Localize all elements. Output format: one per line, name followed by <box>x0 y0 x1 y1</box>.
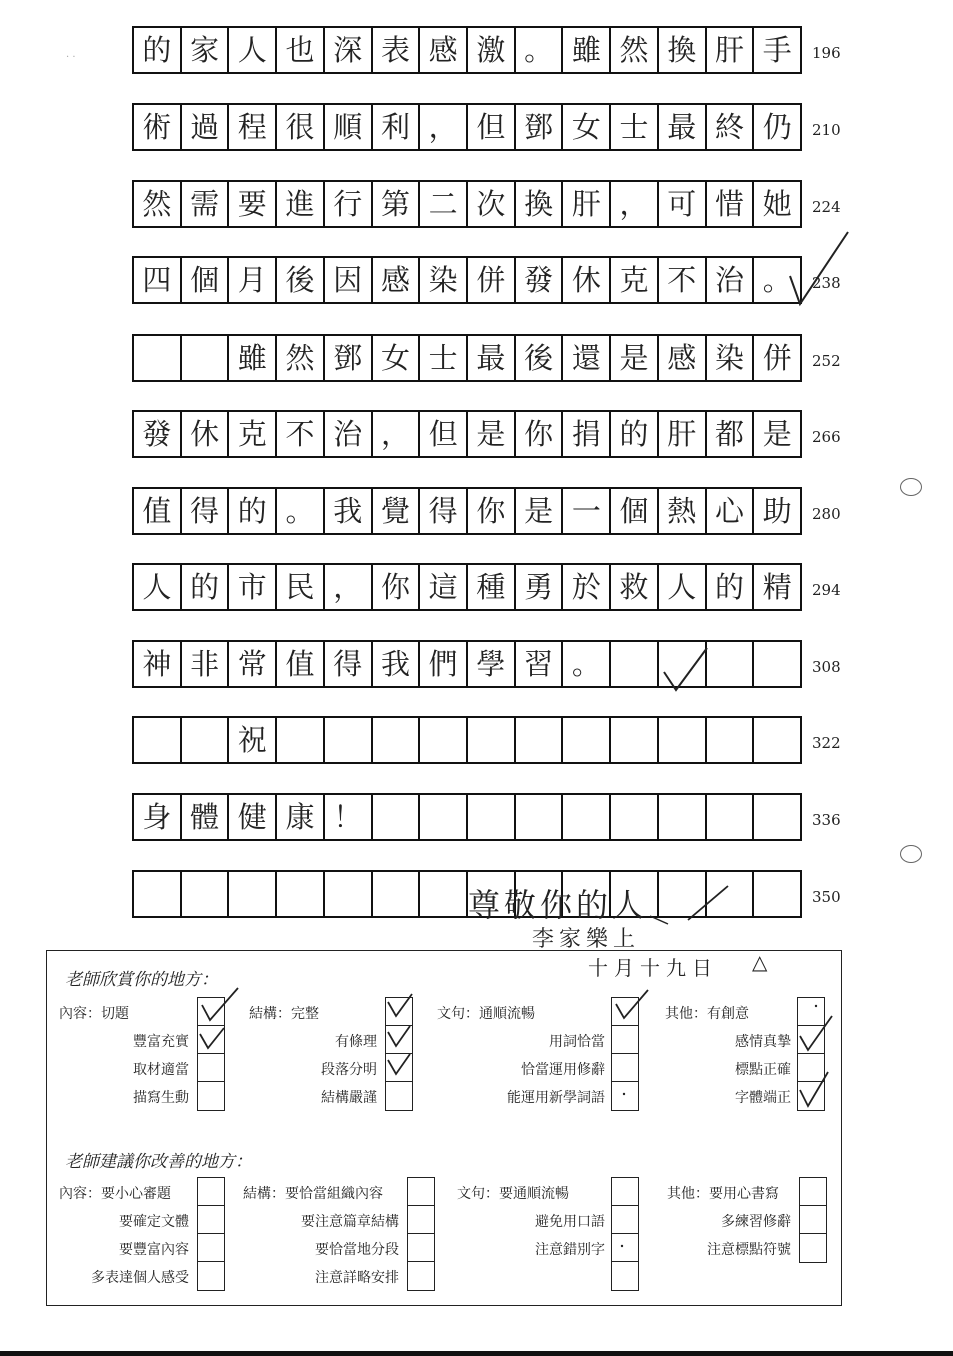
checkbox[interactable] <box>612 1234 638 1262</box>
grid-cell <box>420 795 468 839</box>
student-name: 李家樂上 <box>532 927 641 952</box>
suggest-heading-sentences: 文句：要通順流暢 <box>457 1186 569 1202</box>
grid-row <box>132 563 802 611</box>
checkbox[interactable] <box>408 1234 434 1262</box>
grid-cell <box>611 642 659 686</box>
grid-cell <box>182 336 230 380</box>
grid-cell: 是 <box>611 336 659 380</box>
checkbox[interactable] <box>612 1026 638 1054</box>
grid-cell: 士 <box>611 105 659 149</box>
grid-cell: 身 <box>134 795 182 839</box>
grid-cell <box>420 872 468 916</box>
suggest-item: 要確定文體 <box>119 1214 189 1230</box>
suggest-item: 要豐富內容 <box>119 1242 189 1258</box>
grid-row <box>132 410 802 458</box>
grid-cell <box>468 795 516 839</box>
grid-cell: 終 <box>707 105 755 149</box>
checkbox[interactable] <box>198 1026 224 1054</box>
grid-cell: 祝 <box>229 718 277 762</box>
praise-item: 取材適當 <box>133 1062 189 1078</box>
evaluation-panel <box>46 950 842 1306</box>
grid-cell: 。 <box>762 262 792 297</box>
grid-cell: 行 <box>325 182 373 226</box>
grid-cell: 雖 <box>229 336 277 380</box>
grid-cell: 的 <box>182 565 230 609</box>
grid-cell: 非 <box>182 642 230 686</box>
grid-row <box>132 180 802 228</box>
checkbox[interactable] <box>798 1054 824 1082</box>
grid-cell: 後 <box>516 336 564 380</box>
grid-cell: 人 <box>659 565 707 609</box>
grid-cell: 我 <box>325 489 373 533</box>
grid-cell: 四 <box>134 258 182 302</box>
grid-cell: 心 <box>707 489 755 533</box>
grid-cell: ， <box>611 182 659 226</box>
grid-cell <box>182 718 230 762</box>
grid-cell <box>563 718 611 762</box>
checkbox[interactable] <box>198 1234 224 1262</box>
checkbox[interactable] <box>386 1082 412 1110</box>
suggest-item: 注意標點符號 <box>707 1242 791 1258</box>
suggest-title: 老師建議你改善的地方： <box>65 1152 252 1172</box>
grid-cell <box>707 718 755 762</box>
grid-cell <box>754 642 800 686</box>
grid-cell: 惜 <box>707 182 755 226</box>
checkbox[interactable] <box>198 1054 224 1082</box>
grid-cell: 女 <box>563 105 611 149</box>
grid-row <box>132 870 802 918</box>
grid-cell: 。 <box>563 642 611 686</box>
praise-item: 段落分明 <box>321 1062 377 1078</box>
grid-cell: 勇 <box>516 565 564 609</box>
checkbox[interactable] <box>198 1262 224 1290</box>
grid-cell: 你 <box>468 489 516 533</box>
grid-cell: 助 <box>762 493 792 528</box>
row-count-number: 266 <box>812 428 841 446</box>
grid-cell: 換 <box>659 28 707 72</box>
grid-cell: ， <box>373 412 421 456</box>
grid-cell: 克 <box>611 258 659 302</box>
grid-cell: 值 <box>277 642 325 686</box>
row-count-number: 224 <box>812 198 841 216</box>
checkbox[interactable] <box>386 1026 412 1054</box>
checkbox[interactable] <box>612 998 638 1026</box>
checkbox[interactable] <box>198 1206 224 1234</box>
grid-cell: 利 <box>373 105 421 149</box>
grid-cell: 市 <box>229 565 277 609</box>
grid-cell: 得 <box>182 489 230 533</box>
grid-cell <box>659 872 707 916</box>
checkbox-column[interactable] <box>407 1177 435 1291</box>
grid-cell: 二 <box>420 182 468 226</box>
checkbox[interactable] <box>198 998 224 1026</box>
grid-cell: 發 <box>134 412 182 456</box>
grid-cell <box>754 795 800 839</box>
grid-cell: 很 <box>277 105 325 149</box>
grid-cell: 可 <box>659 182 707 226</box>
praise-item: 描寫生動 <box>133 1090 189 1106</box>
grid-cell <box>373 872 421 916</box>
grid-cell <box>707 872 755 916</box>
grid-cell <box>373 795 421 839</box>
grid-row <box>132 26 802 74</box>
grid-cell: 感 <box>659 336 707 380</box>
praise-item: 感情真摯 <box>735 1034 791 1050</box>
praise-item: 結構嚴謹 <box>321 1090 377 1106</box>
grid-cell: 然 <box>134 182 182 226</box>
grid-cell: 還 <box>563 336 611 380</box>
grid-cell: 表 <box>373 28 421 72</box>
grid-cell: 個 <box>182 258 230 302</box>
checkbox[interactable] <box>612 1082 638 1110</box>
grid-cell <box>611 718 659 762</box>
grid-cell: 也 <box>277 28 325 72</box>
grid-cell: 次 <box>468 182 516 226</box>
suggest-item: 要注意篇章結構 <box>301 1214 399 1230</box>
suggest-item: 要恰當地分段 <box>315 1242 399 1258</box>
row-count-number: 280 <box>812 505 841 523</box>
checkbox-column[interactable] <box>611 1177 639 1291</box>
grade-mark: △ <box>752 950 768 974</box>
grid-cell: 不 <box>277 412 325 456</box>
grid-cell: 於 <box>563 565 611 609</box>
row-count-number: 252 <box>812 352 841 370</box>
checkbox[interactable] <box>798 998 824 1026</box>
grid-cell <box>373 718 421 762</box>
row-count-number: 322 <box>812 734 841 752</box>
grid-cell: 康 <box>277 795 325 839</box>
grid-cell: 激 <box>468 28 516 72</box>
grid-cell: 過 <box>182 105 230 149</box>
grid-cell: 因 <box>325 258 373 302</box>
binder-hole-bottom <box>900 845 922 863</box>
grid-cell <box>659 642 707 686</box>
suggest-item: 多練習修辭 <box>721 1214 791 1230</box>
suggest-item: 避免用口語 <box>535 1214 605 1230</box>
grid-cell: 治 <box>325 412 373 456</box>
grid-cell: 併 <box>468 258 516 302</box>
grid-cell <box>754 872 800 916</box>
grid-cell <box>516 795 564 839</box>
grid-cell: 學 <box>468 642 516 686</box>
grid-cell: 值 <box>134 489 182 533</box>
grid-cell: 手 <box>762 32 792 67</box>
grid-cell: 感 <box>373 258 421 302</box>
grid-cell: 程 <box>229 105 277 149</box>
checkbox-column[interactable] <box>799 1177 827 1263</box>
grid-cell: 是 <box>516 489 564 533</box>
grid-cell: 順 <box>325 105 373 149</box>
checkbox[interactable] <box>198 1082 224 1110</box>
grid-cell: 覺 <box>373 489 421 533</box>
grid-cell: 感 <box>420 28 468 72</box>
suggest-heading-structure: 結構：要恰當組織內容 <box>243 1186 383 1202</box>
row-count-number: 196 <box>812 44 841 62</box>
grid-cell: 鄧 <box>325 336 373 380</box>
grid-cell: 休 <box>182 412 230 456</box>
row-count-number: 308 <box>812 658 841 676</box>
grid-cell: 人 <box>134 565 182 609</box>
row-count-number: 210 <box>812 121 841 139</box>
grid-cell: 習 <box>516 642 564 686</box>
grid-cell <box>468 718 516 762</box>
suggest-heading-content: 內容：要小心審題 <box>59 1186 171 1202</box>
grid-cell <box>420 718 468 762</box>
praise-heading-structure: 結構：完整 <box>249 1006 319 1022</box>
grid-cell: 要 <box>229 182 277 226</box>
grid-cell: 染 <box>420 258 468 302</box>
grid-cell: 。 <box>516 28 564 72</box>
grid-cell: 常 <box>229 642 277 686</box>
grid-cell: 她 <box>762 186 792 221</box>
page-edge-rule <box>0 1351 953 1356</box>
grid-cell <box>182 872 230 916</box>
grid-row <box>132 103 802 151</box>
grid-cell: 。 <box>277 489 325 533</box>
suggest-item: 多表達個人感受 <box>91 1270 189 1286</box>
grid-cell: 治 <box>707 258 755 302</box>
grid-cell: 但 <box>420 412 468 456</box>
grid-cell: 染 <box>707 336 755 380</box>
grid-cell: 需 <box>182 182 230 226</box>
grid-cell: 但 <box>468 105 516 149</box>
grid-cell: 神 <box>134 642 182 686</box>
checkbox-column[interactable] <box>385 997 413 1111</box>
grid-cell: ！ <box>325 795 373 839</box>
suggest-item: 注意詳略安排 <box>315 1270 399 1286</box>
grid-cell <box>134 872 182 916</box>
grid-cell: ， <box>325 565 373 609</box>
checkbox[interactable] <box>800 1234 826 1262</box>
grid-cell: 最 <box>659 105 707 149</box>
grid-cell: 併 <box>762 340 792 375</box>
grid-cell: 人 <box>229 28 277 72</box>
grid-cell: 休 <box>563 258 611 302</box>
grid-cell <box>659 795 707 839</box>
praise-item: 恰當運用修辭 <box>521 1062 605 1078</box>
grid-cell: 我 <box>373 642 421 686</box>
grid-cell: 一 <box>563 489 611 533</box>
grid-row <box>132 487 802 535</box>
grid-cell: 的 <box>229 489 277 533</box>
grid-cell: 你 <box>516 412 564 456</box>
checkbox-column[interactable] <box>797 997 825 1111</box>
grid-cell: 第 <box>373 182 421 226</box>
grid-cell: 月 <box>229 258 277 302</box>
grid-cell: 個 <box>611 489 659 533</box>
grid-cell: 都 <box>707 412 755 456</box>
checkbox[interactable] <box>408 1206 434 1234</box>
praise-title: 老師欣賞你的地方： <box>65 970 218 990</box>
grid-cell: 士 <box>420 336 468 380</box>
grid-cell: 換 <box>516 182 564 226</box>
grid-cell <box>516 718 564 762</box>
grid-cell: 然 <box>277 336 325 380</box>
grid-cell: 民 <box>277 565 325 609</box>
praise-item: 豐富充實 <box>133 1034 189 1050</box>
binder-hole-top <box>900 478 922 496</box>
grid-cell: 深 <box>325 28 373 72</box>
grid-cell: 雖 <box>563 28 611 72</box>
praise-heading-sentences: 文句：通順流暢 <box>437 1006 535 1022</box>
grid-row <box>132 793 802 841</box>
praise-item: 有條理 <box>335 1034 377 1050</box>
checkbox[interactable] <box>408 1262 434 1290</box>
grid-cell: 你 <box>373 565 421 609</box>
grid-row <box>132 716 802 764</box>
grid-cell: 不 <box>659 258 707 302</box>
row-count-number: 238 <box>812 274 841 292</box>
grid-cell <box>325 872 373 916</box>
grid-cell: 救 <box>611 565 659 609</box>
checkbox-column[interactable] <box>197 997 225 1111</box>
grid-cell: 克 <box>229 412 277 456</box>
grid-cell: 健 <box>229 795 277 839</box>
grid-cell: 是 <box>762 416 792 451</box>
grid-cell: 是 <box>468 412 516 456</box>
grid-cell: 的 <box>707 565 755 609</box>
grid-cell: ， <box>420 105 468 149</box>
grid-cell: 體 <box>182 795 230 839</box>
grid-row <box>132 334 802 382</box>
grid-cell: 進 <box>277 182 325 226</box>
grid-cell: 精 <box>762 569 792 604</box>
checkbox[interactable] <box>612 1178 638 1206</box>
grid-cell <box>563 795 611 839</box>
grid-cell: 的 <box>134 28 182 72</box>
suggest-heading-other: 其他：要用心書寫 <box>667 1186 779 1202</box>
praise-heading-other: 其他：有創意 <box>665 1006 749 1022</box>
grid-cell <box>611 795 659 839</box>
grid-row <box>132 256 802 304</box>
row-count-number: 350 <box>812 888 841 906</box>
checkbox[interactable] <box>800 1178 826 1206</box>
grid-cell: 鄧 <box>516 105 564 149</box>
grid-cell: 種 <box>468 565 516 609</box>
grid-cell <box>325 718 373 762</box>
checkbox[interactable] <box>612 1054 638 1082</box>
scan-artifact: · · <box>66 52 76 63</box>
checkbox[interactable] <box>386 1054 412 1082</box>
grid-cell: 的 <box>611 412 659 456</box>
grid-cell: 肝 <box>707 28 755 72</box>
grid-cell: 們 <box>420 642 468 686</box>
grid-cell: 然 <box>611 28 659 72</box>
grid-cell: 發 <box>516 258 564 302</box>
grid-cell: 後 <box>277 258 325 302</box>
date-text: 十月十九日 <box>588 956 718 980</box>
checkbox-column[interactable] <box>197 1177 225 1291</box>
grid-cell <box>707 642 755 686</box>
grid-cell <box>277 872 325 916</box>
suggest-item: 注意錯別字 <box>535 1242 605 1258</box>
grid-cell <box>134 336 182 380</box>
grid-cell: 肝 <box>659 412 707 456</box>
row-count-number: 336 <box>812 811 841 829</box>
grid-cell: 女 <box>373 336 421 380</box>
grid-cell <box>754 718 800 762</box>
checkbox[interactable] <box>408 1178 434 1206</box>
praise-item: 用詞恰當 <box>549 1034 605 1050</box>
checkbox[interactable] <box>198 1178 224 1206</box>
checkbox[interactable] <box>386 998 412 1026</box>
grid-cell <box>659 718 707 762</box>
grid-cell: 家 <box>182 28 230 72</box>
grid-cell: 肝 <box>563 182 611 226</box>
grid-cell: 熱 <box>659 489 707 533</box>
checkbox[interactable] <box>612 1262 638 1290</box>
grid-cell <box>277 718 325 762</box>
checkbox[interactable] <box>800 1206 826 1234</box>
grid-cell: 得 <box>420 489 468 533</box>
grid-cell: 捐 <box>563 412 611 456</box>
checkbox[interactable] <box>798 1026 824 1054</box>
grid-cell: 術 <box>134 105 182 149</box>
grid-cell: 仍 <box>762 109 792 144</box>
grid-cell: 得 <box>325 642 373 686</box>
grid-cell <box>229 872 277 916</box>
closing-text: 尊敬你的人 <box>468 886 649 924</box>
grid-row <box>132 640 802 688</box>
praise-item: 字體端正 <box>735 1090 791 1106</box>
checkbox[interactable] <box>612 1206 638 1234</box>
grid-cell <box>134 718 182 762</box>
checkbox-column[interactable] <box>611 997 639 1111</box>
grid-cell: 這 <box>420 565 468 609</box>
praise-item: 能運用新學詞語 <box>507 1090 605 1106</box>
row-count-number: 294 <box>812 581 841 599</box>
grid-cell <box>707 795 755 839</box>
praise-heading-content: 內容：切題 <box>59 1006 129 1022</box>
grid-cell: 最 <box>468 336 516 380</box>
praise-item: 標點正確 <box>735 1062 791 1078</box>
checkbox[interactable] <box>798 1082 824 1110</box>
